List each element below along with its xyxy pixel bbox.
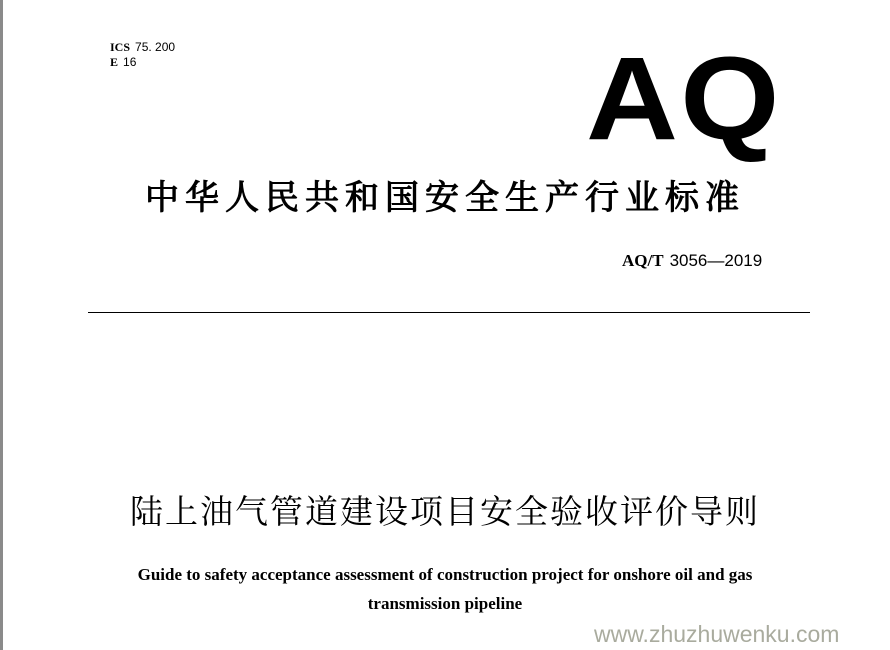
document-title-en-line2: transmission pipeline [367, 594, 523, 613]
aq-logo: AQ [586, 33, 782, 165]
ics-value: 75. 200 [135, 40, 176, 54]
document-title-en-line1: Guide to safety acceptance assessment of construction project for onshore oil and gas [137, 565, 753, 584]
e-value: 16 [123, 55, 137, 69]
classification-block [110, 40, 175, 70]
standard-code [622, 251, 762, 271]
ics-label: ICS [110, 40, 131, 54]
page-left-border [0, 0, 3, 650]
standard-code-prefix: AQ/T [622, 251, 664, 270]
e-label: E [110, 55, 119, 69]
watermark: www.zhuzhuwenku.com [594, 621, 840, 647]
standard-code-number: 3056—2019 [669, 251, 763, 270]
organization-title: 中华人民共和国安全生产行业标准 [145, 178, 745, 218]
document-title-cn: 陆上油气管道建设项目安全验收评价导则 [130, 492, 760, 531]
divider-line [88, 312, 810, 313]
